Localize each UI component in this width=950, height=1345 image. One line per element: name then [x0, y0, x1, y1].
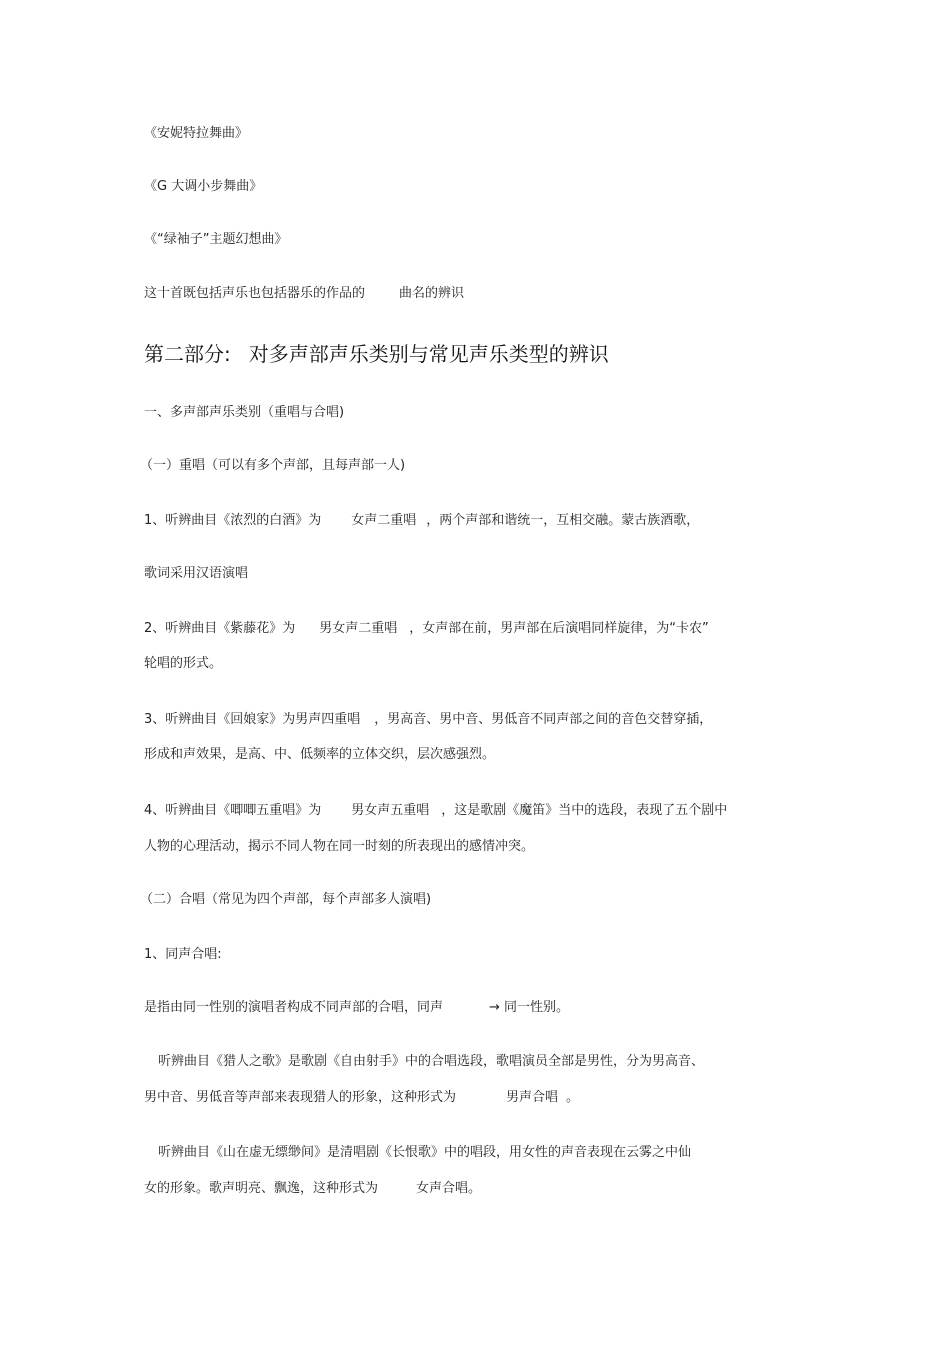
item-4-text: 4、听辨曲目《唧唧五重唱》为 — [144, 803, 322, 818]
item-1-desc: ，两个声部和谐统一，互相交融。蒙古族酒歌， — [426, 513, 700, 528]
subsection-choir: （二）合唱（常见为四个声部，每个声部多人演唱) — [140, 892, 432, 907]
item-4-answer: 男女声五重唱 — [351, 803, 430, 818]
choir-example-2-answer: 女声合唱。 — [416, 1181, 482, 1196]
choir-example-1-answer: 男声合唱 — [506, 1090, 559, 1105]
choir-example-1-text: 男中音、男低音等声部来表现猎人的形象，这种形式为 — [144, 1090, 457, 1105]
choir-example-2-line-2 — [144, 1180, 481, 1198]
choir-example-1-end: 。 — [566, 1090, 580, 1105]
works-summary — [144, 285, 464, 303]
item-1-text: 1、听辨曲目《浓烈的白酒》为 — [144, 513, 322, 528]
choir-1-def-tail: → 同一性别。 — [489, 1000, 570, 1015]
subsection-1: 一、多声部声乐类别（重唱与合唱) — [144, 405, 345, 420]
section-title — [144, 341, 609, 367]
item-2-line-2: 轮唱的形式。 — [144, 656, 223, 671]
item-2-answer: 男女声二重唱 — [319, 621, 398, 636]
item-1-answer: 女声二重唱 — [351, 513, 417, 528]
work-title-3: 《“绿袖子”主题幻想曲》 — [144, 232, 288, 247]
choir-example-2-text: 女的形象。歌声明亮、飘逸，这种形式为 — [144, 1181, 379, 1196]
item-2-line-1 — [144, 620, 709, 638]
choir-1-title: 1、同声合唱: — [144, 947, 222, 962]
item-3-line-2: 形成和声效果，是高、中、低频率的立体交织，层次感强烈。 — [144, 747, 496, 762]
works-summary-tail: 曲名的辨识 — [399, 286, 465, 301]
choir-example-1-line-2 — [144, 1089, 579, 1107]
works-summary-text: 这十首既包括声乐也包括器乐的作品的 — [144, 286, 366, 301]
section-number: 第二部分: — [144, 342, 231, 366]
choir-example-2-line-1: 听辨曲目《山在虚无缥缈间》是清唱剧《长恨歌》中的唱段，用女性的声音表现在云雾之中仙 — [158, 1145, 692, 1160]
work-title-1: 《安妮特拉舞曲》 — [144, 126, 249, 141]
item-2-text: 2、听辨曲目《紫藤花》为 — [144, 621, 296, 636]
item-1-line-1 — [144, 512, 699, 530]
item-3-line-1 — [144, 711, 712, 729]
subsection-ensemble: （一）重唱（可以有多个声部，且每声部一人) — [140, 458, 406, 473]
item-4-line-1 — [144, 802, 727, 820]
section-heading: 对多声部声乐类别与常见声乐类型的辨识 — [248, 342, 609, 366]
item-3-text: 3、听辨曲目《回娘家》为男声四重唱 — [144, 712, 361, 727]
item-2-desc: ，女声部在前，男声部在后演唱同样旋律，为“卡农” — [409, 621, 709, 636]
choir-example-1-line-1: 听辨曲目《猎人之歌》是歌剧《自由射手》中的合唱选段，歌唱演员全部是男性，分为男高音、 — [158, 1054, 705, 1069]
item-1-line-2: 歌词采用汉语演唱 — [144, 566, 249, 581]
work-title-2: 《G 大调小步舞曲》 — [144, 179, 263, 194]
choir-1-definition — [144, 999, 569, 1017]
item-3-desc: ，男高音、男中音、男低音不同声部之间的音色交替穿插， — [374, 712, 713, 727]
choir-1-def-text: 是指由同一性别的演唱者构成不同声部的合唱，同声 — [144, 1000, 444, 1015]
item-4-line-2: 人物的心理活动，揭示不同人物在同一时刻的所表现出的感情冲突。 — [144, 839, 535, 854]
item-4-desc: ，这是歌剧《魔笛》当中的选段，表现了五个剧中 — [441, 803, 728, 818]
